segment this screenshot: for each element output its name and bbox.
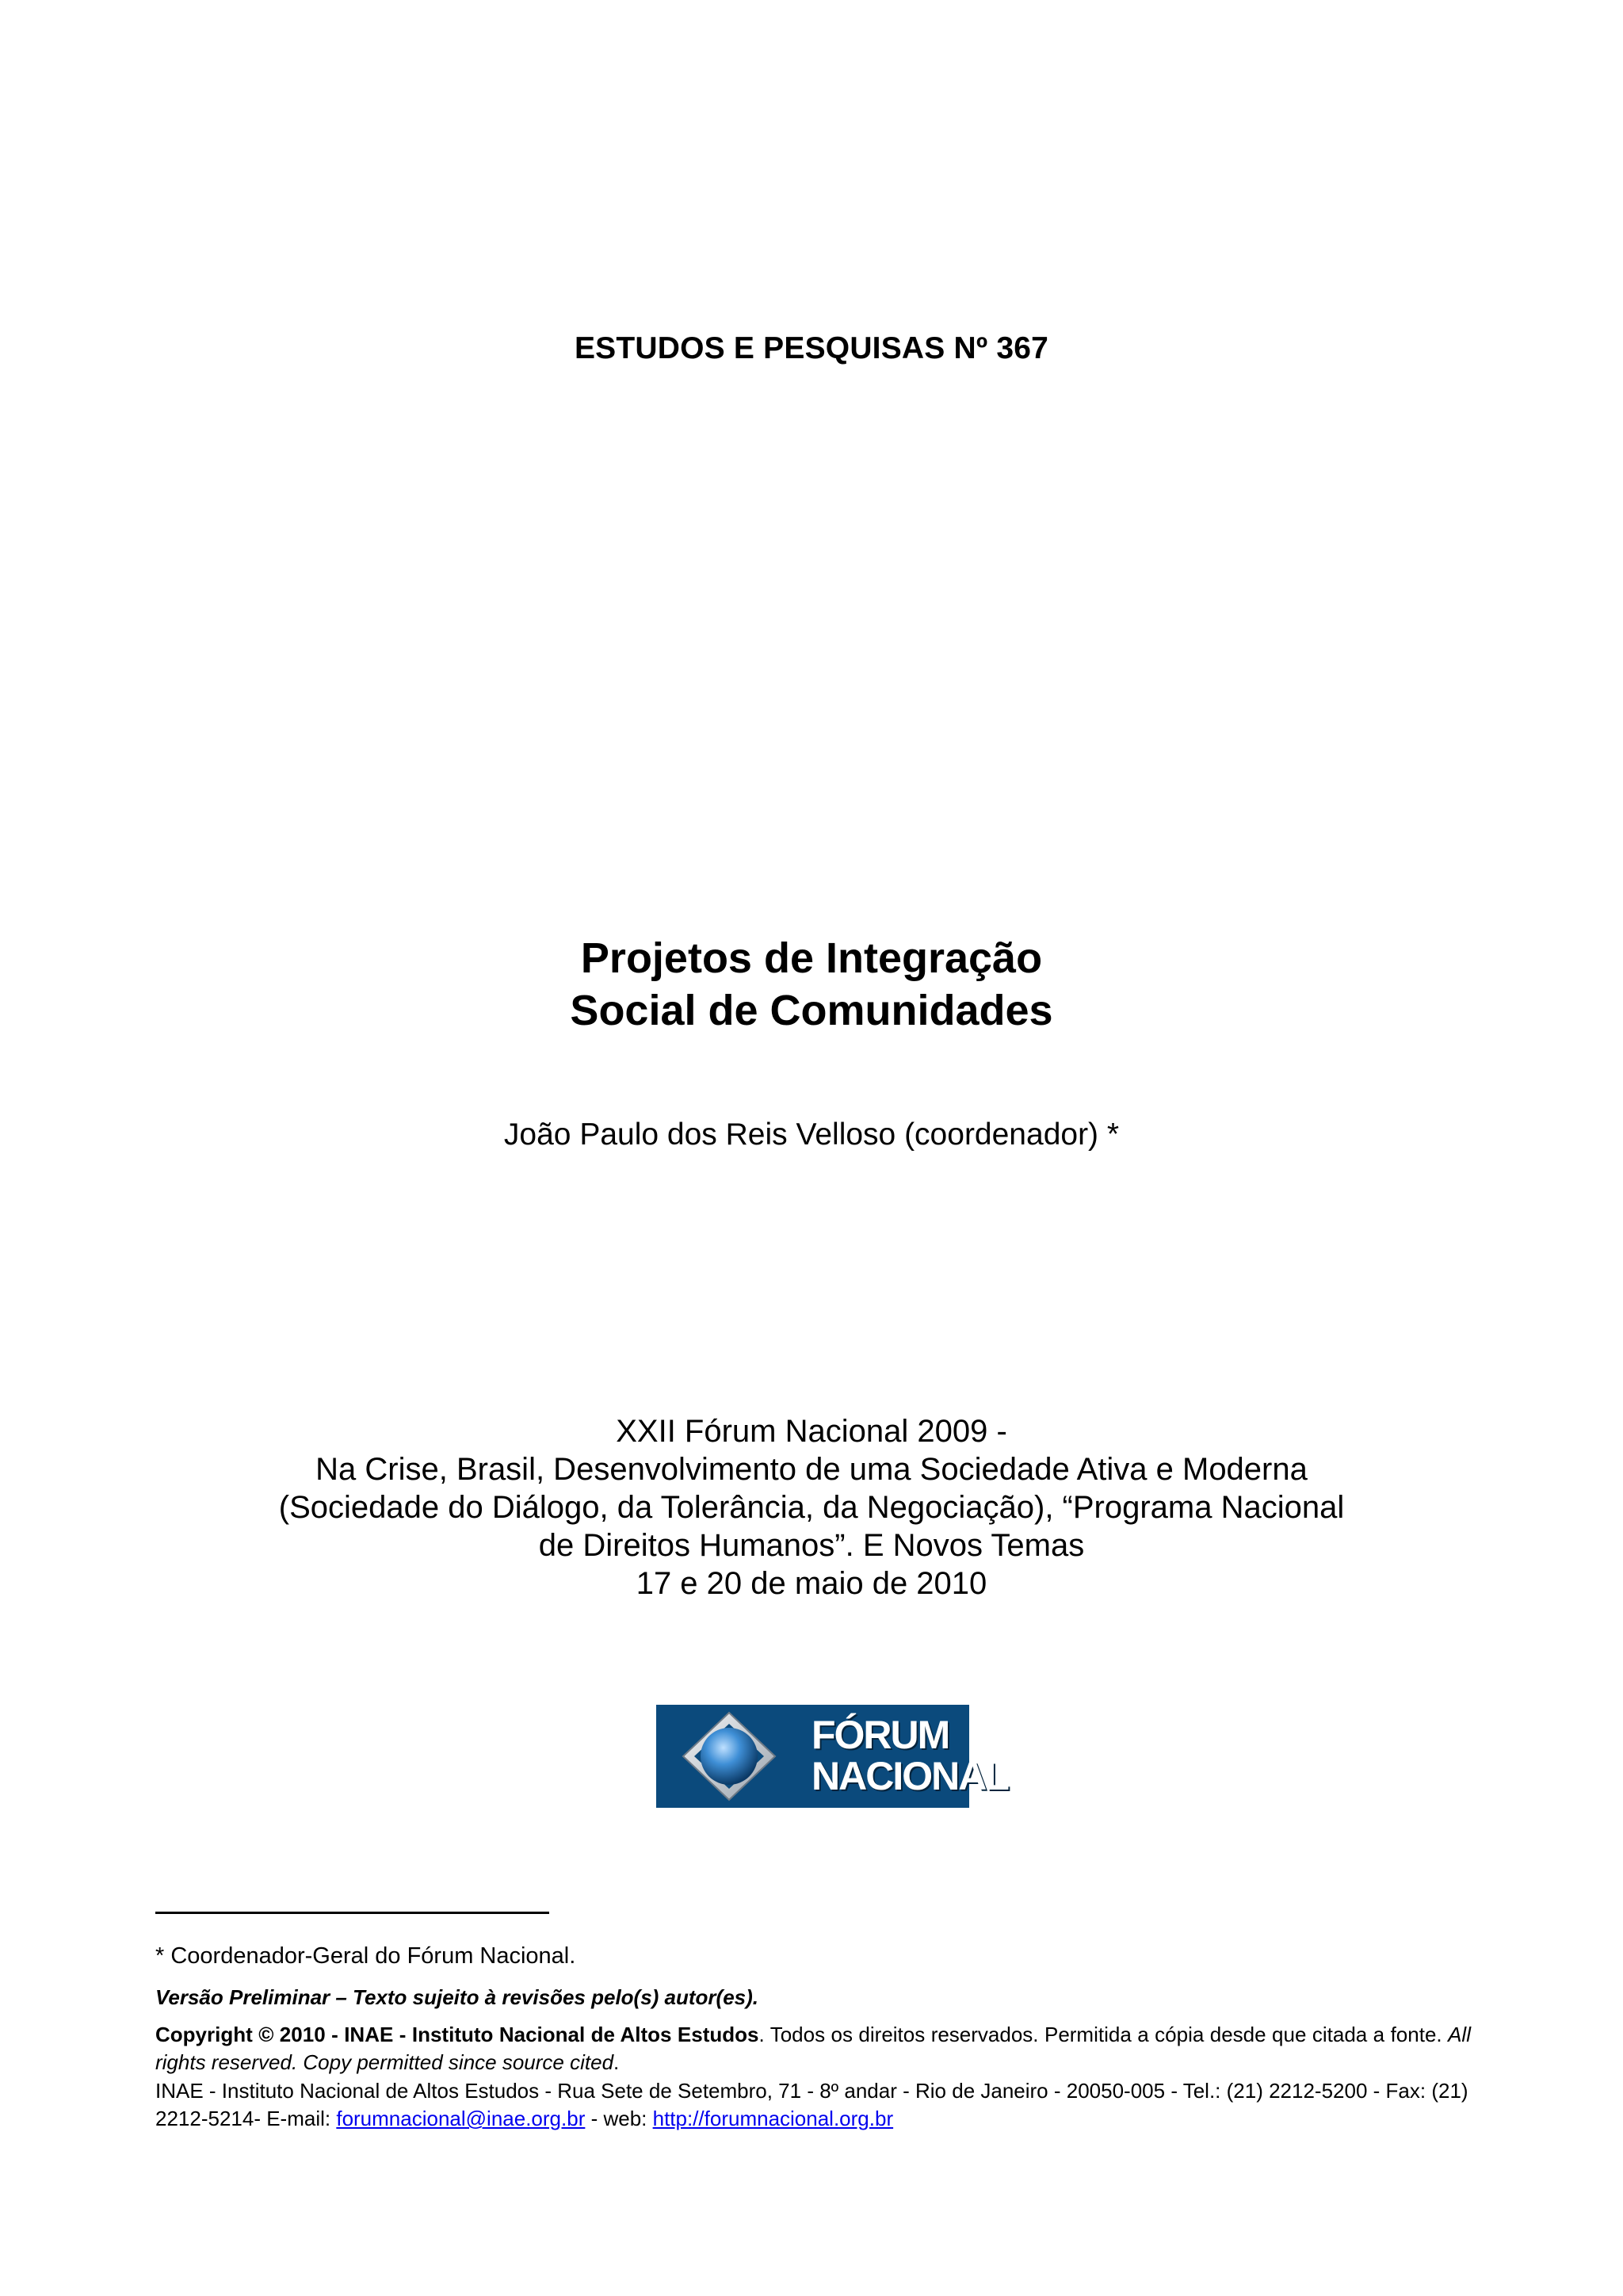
footnote: * Coordenador-Geral do Fórum Nacional.	[155, 1943, 576, 1969]
author-line: João Paulo dos Reis Velloso (coordenador) *	[503, 1117, 1120, 1152]
web-label: - web:	[585, 2107, 653, 2130]
event-line: de Direitos Humanos”. E Novos Temas	[538, 1528, 1085, 1563]
event-line: (Sociedade do Diálogo, da Tolerância, da Negociação), “Programa Nacional	[278, 1490, 1345, 1525]
title-line-2: Social de Comunidades	[570, 987, 1053, 1034]
preliminary-notice: Versão Preliminar – Texto sujeito à revisões pelo(s) autor(es).	[155, 1985, 759, 2009]
copyright-notice	[155, 2021, 1471, 2076]
title-line-1: Projetos de Integração	[580, 934, 1043, 982]
event-description	[0, 1412, 1623, 1603]
copyright-end: .	[613, 2050, 620, 2074]
copyright-holder: Copyright © 2010 - INAE - Instituto Nacional de Altos Estudos	[155, 2023, 759, 2046]
copyright-english: All rights reserved. Copy permitted since source cited	[155, 2023, 1471, 2074]
contact-address	[155, 2077, 1471, 2133]
email-link[interactable]: forumnacional@inae.org.br	[336, 2107, 586, 2130]
footnote-divider	[155, 1912, 549, 1914]
event-line: XXII Fórum Nacional 2009 -	[616, 1414, 1007, 1449]
address-text: INAE - Instituto Nacional de Altos Estudos - Rua Sete de Setembro, 71 - 8º andar - Rio de Janeiro - 20050-005 - Tel.: (21) 2212-5200 - Fax: (21) 2212-5214- E-mail:	[155, 2079, 1468, 2130]
logo-wordmark: FÓRUM NACIONAL	[812, 1713, 1008, 1798]
event-line: Na Crise, Brasil, Desenvolvimento de uma Sociedade Ativa e Moderna	[315, 1452, 1308, 1487]
event-line: 17 e 20 de maio de 2010	[636, 1566, 987, 1601]
copyright-text: . Todos os direitos reservados. Permitida a cópia desde que citada a fonte.	[758, 2023, 1449, 2046]
series-heading: ESTUDOS E PESQUISAS Nº 367	[574, 331, 1049, 365]
forum-nacional-logo	[656, 1705, 1008, 1808]
document-title	[0, 932, 1623, 1037]
website-link[interactable]: http://forumnacional.org.br	[652, 2107, 894, 2130]
